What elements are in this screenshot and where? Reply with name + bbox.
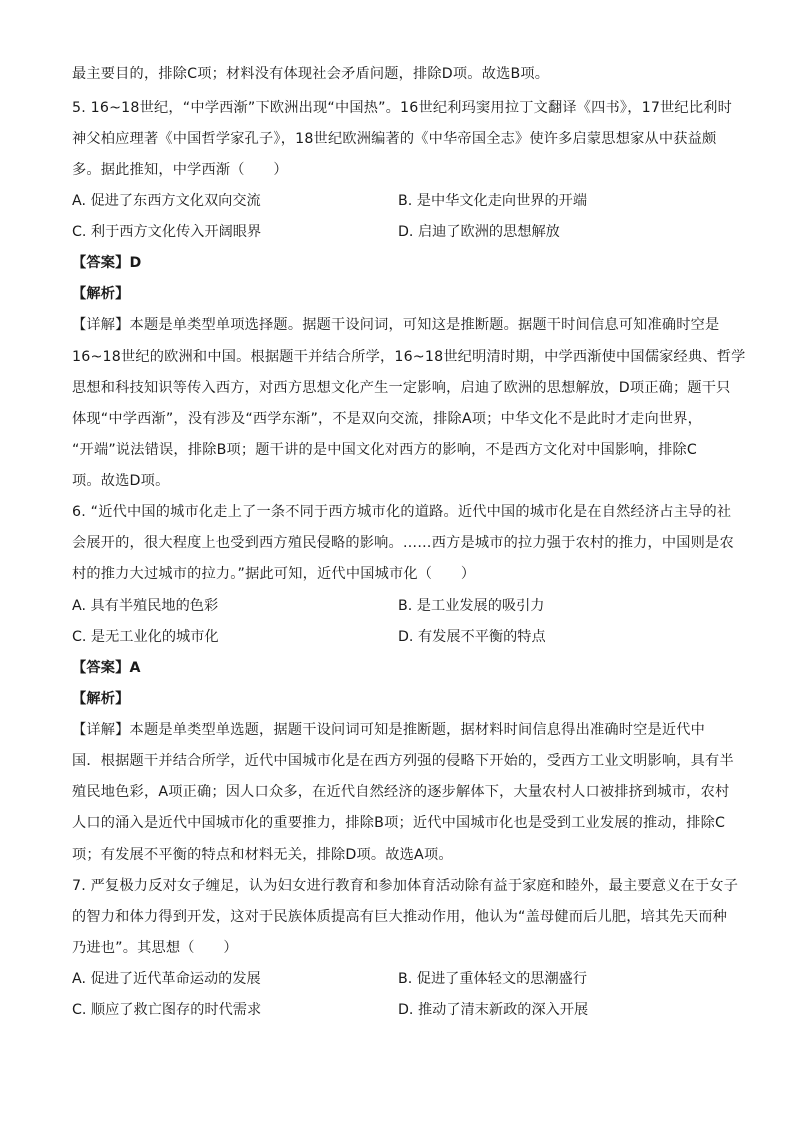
text-line: 最主要目的，排除C项；材料没有体现社会矛盾问题，排除D项。故选B项。 (72, 66, 550, 82)
question-5-option-d: D. 启迪了欧洲的思想解放 (398, 224, 560, 240)
explanation-line: 【详解】本题是单类型单项选择题。据题干设问词，可知这是推断题。据题干时间信息可知准确时空是 (72, 317, 720, 333)
explanation-line: 项；有发展不平衡的特点和材料无关，排除D项。故选A项。 (72, 847, 453, 863)
explanation-line: 国．根据题干并结合所学，近代中国城市化是在西方列强的侵略下开始的，受西方工业文明影响，具有半 (72, 753, 734, 769)
question-6-option-b: B. 是工业发展的吸引力 (398, 598, 545, 614)
question-5-option-b: B. 是中华文化走向世界的开端 (398, 193, 588, 209)
question-5-option-c: C. 利于西方文化传入开阔眼界 (72, 224, 262, 240)
explanation-line: 思想和科技知识等传入西方，对西方思想文化产生一定影响，启迪了欧洲的思想解放，D项正确；题干只 (72, 380, 731, 396)
question-7-option-a: A. 促进了近代革命运动的发展 (72, 971, 261, 987)
answer-label: 【答案】A (72, 660, 141, 676)
explanation-line: 殖民地色彩，A项正确；因人口众多，在近代自然经济的逐步解体下，大量农村人口被排挤到城市，农村 (72, 784, 730, 800)
explanation-line: 体现“中学西渐”，没有涉及“西学东渐”，不是双向交流，排除A项；中华文化不是此时才走向世界， (72, 411, 702, 427)
question-5-stem: 神父柏应理著《中国哲学家孔子》，18世纪欧洲编著的《中华帝国全志》使许多启蒙思想家从中获益颇 (72, 131, 717, 147)
explanation-line: 16~18世纪的欧洲和中国。根据题干并结合所学，16~18世纪明清时期，中学西渐使中国儒家经典、哲学 (72, 349, 746, 365)
question-7-stem: 的智力和体力得到开发，这对于民族体质提高有巨大推动作用，他认为“盖母健而后儿肥，培其先天而种 (72, 909, 727, 925)
question-7-option-b: B. 促进了重体轻文的思潮盛行 (398, 971, 588, 987)
explanation-line: 【详解】本题是单类型单选题，据题干设问词可知是推断题，据材料时间信息得出准确时空是近代中 (72, 722, 706, 738)
question-7-stem: 7. 严复极力反对女子缠足，认为妇女进行教育和参加体育活动除有益于家庭和睦外，最主要意义在于女子 (72, 878, 739, 894)
question-5-option-a: A. 促进了东西方文化双向交流 (72, 193, 261, 209)
question-7-option-d: D. 推动了清末新政的深入开展 (398, 1002, 589, 1018)
question-6-stem: 会展开的，很大程度上也受到西方殖民侵略的影响。……西方是城市的拉力强于农村的推力，中国则是农 (72, 535, 734, 551)
question-6-stem: 村的推力大过城市的拉力。”据此可知，近代中国城市化（ ） (72, 566, 476, 582)
question-6-option-c: C. 是无工业化的城市化 (72, 629, 219, 645)
question-6-option-a: A. 具有半殖民地的色彩 (72, 598, 219, 614)
explanation-line: “开端”说法错误，排除B项；题干讲的是中国文化对西方的影响，不是西方文化对中国影响，排除C (72, 442, 698, 458)
question-6-option-d: D. 有发展不平衡的特点 (398, 629, 546, 645)
analysis-label: 【解析】 (72, 691, 130, 707)
explanation-line: 项。故选D项。 (72, 473, 170, 489)
question-7-stem: 乃进也”。其思想（ ） (72, 940, 238, 956)
question-7-option-c: C. 顺应了救亡图存的时代需求 (72, 1002, 262, 1018)
explanation-line: 人口的涌入是近代中国城市化的重要推力，排除B项；近代中国城市化也是受到工业发展的推动，排除C (72, 815, 726, 831)
question-5-stem: 5. 16~18世纪，“中学西渐”下欧洲出现“中国热”。16世纪利玛窦用拉丁文翻译《四书》，17世纪比利时 (72, 100, 732, 116)
question-6-stem: 6. “近代中国的城市化走上了一条不同于西方城市化的道路。近代中国的城市化是在自然经济占主导的社 (72, 504, 732, 520)
answer-label: 【答案】D (72, 255, 142, 271)
analysis-label: 【解析】 (72, 286, 130, 302)
question-5-stem: 多。据此推知，中学西渐（ ） (72, 162, 288, 178)
